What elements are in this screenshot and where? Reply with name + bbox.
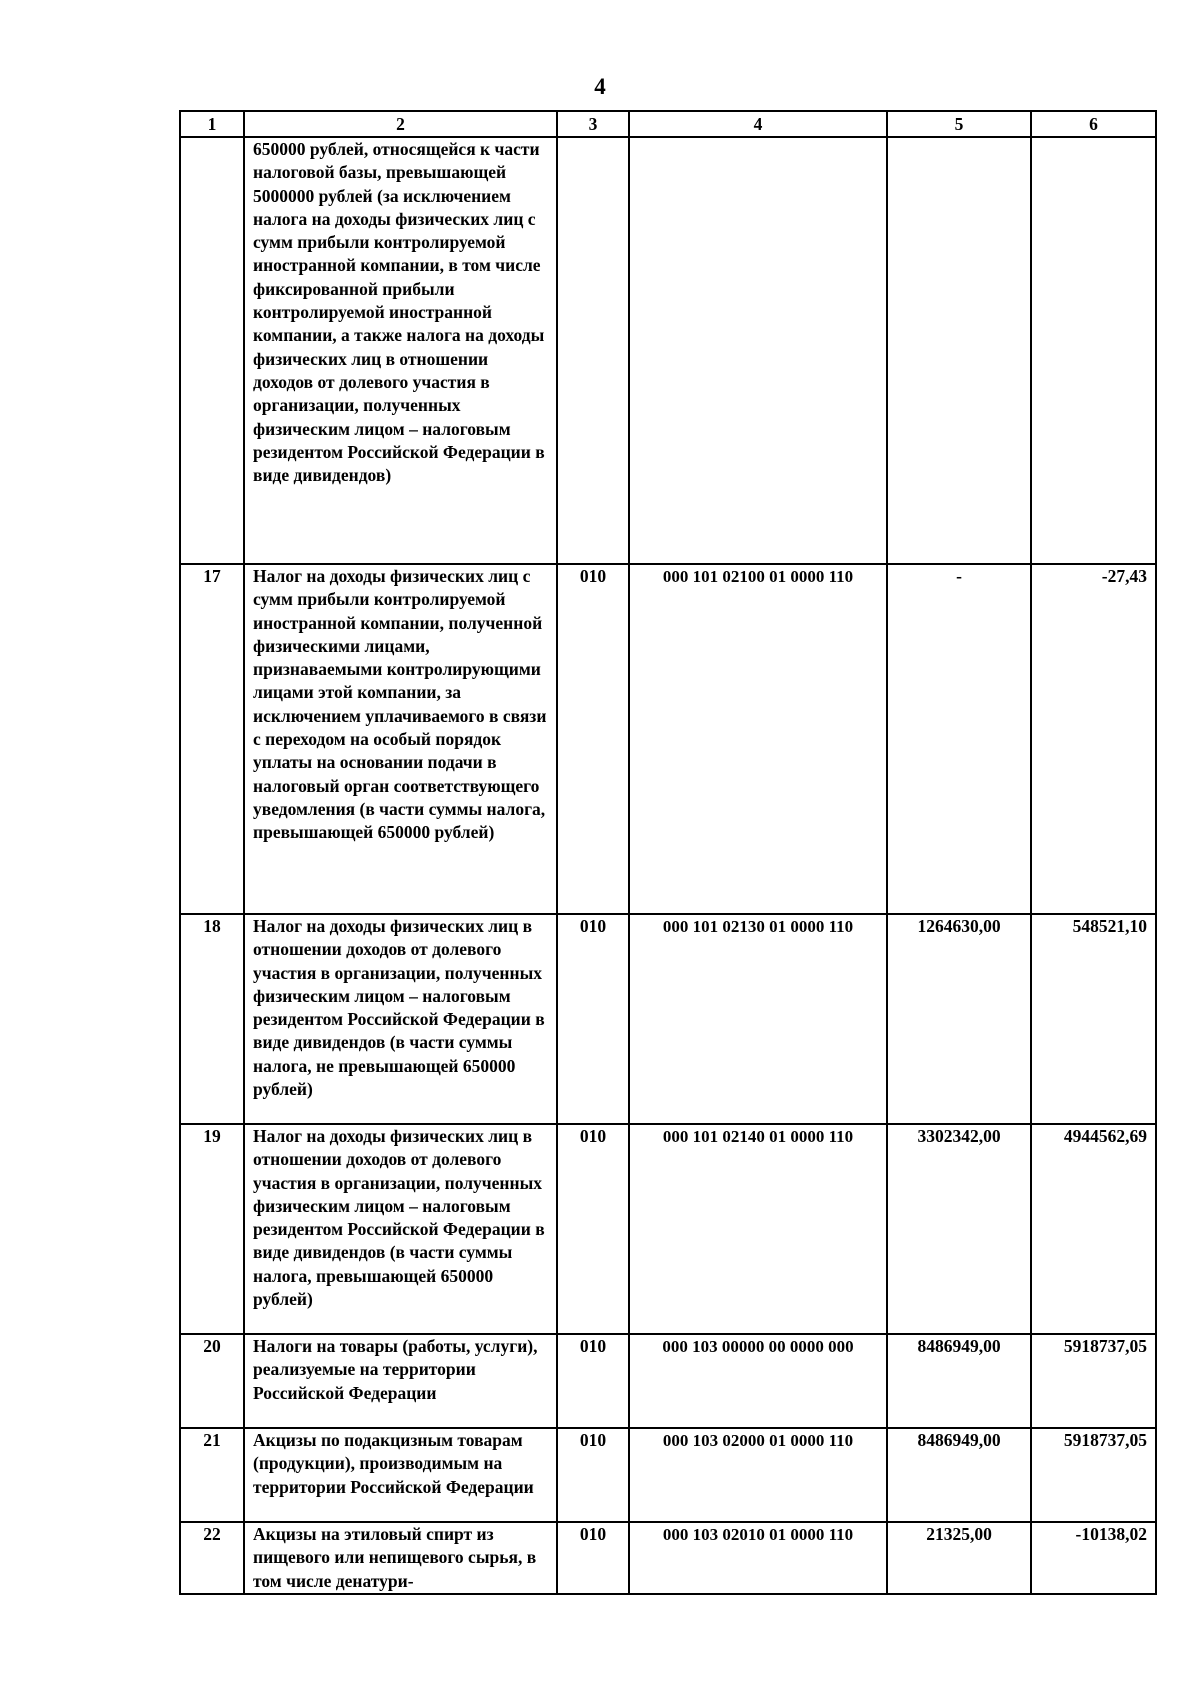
row-value-6: 5918737,05 [1031,1334,1156,1428]
table-row [180,564,1156,914]
row-value-5 [887,137,1031,564]
column-header-3: 3 [557,111,629,137]
row-kbk: 000 101 02140 01 0000 110 [629,1124,887,1334]
row-kbk: 000 101 02100 01 0000 110 [629,564,887,914]
row-code: 010 [557,1334,629,1428]
column-header-4: 4 [629,111,887,137]
row-code: 010 [557,914,629,1124]
row-name: Налог на доходы физических лиц в отношении доходов от долевого участия в организации, полученных физическим лицом – налоговым резидентом Российской Федерации в виде дивидендов (в части суммы налога, не превышающей 650000 рублей) [244,914,557,1124]
row-kbk [629,137,887,564]
row-value-6: -10138,02 [1031,1522,1156,1594]
table-row [180,1522,1156,1594]
column-header-6: 6 [1031,111,1156,137]
table-row [180,137,1156,564]
row-kbk: 000 101 02130 01 0000 110 [629,914,887,1124]
row-value-5: 21325,00 [887,1522,1031,1594]
row-number: 17 [180,564,244,914]
table-row [180,914,1156,1124]
column-header-1: 1 [180,111,244,137]
row-name: Налог на доходы физических лиц с сумм прибыли контролируемой иностранной компании, полученной физическими лицами, признаваемыми контролирующими лицами этой компании, за исключением уплачиваемого в связи с переходом на особый порядок уплаты на основании подачи в налоговый орган соответствующего уведомления (в части суммы налога, превышающей 650000 рублей) [244,564,557,914]
row-name: 650000 рублей, относящейся к части налоговой базы, превышающей 5000000 рублей (за исключением налога на доходы физических лиц с сумм прибыли контролируемой иностранной компании, в том числе фиксированной прибыли контролируемой иностранной компании, а также налога на доходы физических лиц в отношении доходов от долевого участия в организации, полученных физическим лицом – налоговым резидентом Российской Федерации в виде дивидендов) [244,137,557,564]
row-kbk: 000 103 00000 00 0000 000 [629,1334,887,1428]
row-number: 18 [180,914,244,1124]
row-name: Налоги на товары (работы, услуги), реализуемые на территории Российской Федерации [244,1334,557,1428]
row-code: 010 [557,1124,629,1334]
revenue-table [179,110,1157,1595]
row-name: Налог на доходы физических лиц в отношении доходов от долевого участия в организации, полученных физическим лицом – налоговым резидентом Российской Федерации в виде дивидендов (в части суммы налога, превышающей 650000 рублей) [244,1124,557,1334]
row-value-5: 1264630,00 [887,914,1031,1124]
row-value-5: - [887,564,1031,914]
row-value-6: 548521,10 [1031,914,1156,1124]
table-header-row [180,111,1156,137]
row-code: 010 [557,564,629,914]
row-name: Акцизы на этиловый спирт из пищевого или непищевого сырья, в том числе денатури- [244,1522,557,1594]
row-number: 20 [180,1334,244,1428]
column-header-2: 2 [244,111,557,137]
row-code [557,137,629,564]
row-number [180,137,244,564]
row-number: 19 [180,1124,244,1334]
row-code: 010 [557,1428,629,1522]
table-row [180,1124,1156,1334]
row-value-6: 4944562,69 [1031,1124,1156,1334]
page-number: 4 [594,74,606,99]
row-value-5: 8486949,00 [887,1428,1031,1522]
row-number: 22 [180,1522,244,1594]
row-number: 21 [180,1428,244,1522]
row-code: 010 [557,1522,629,1594]
table-row [180,1334,1156,1428]
table-row [180,1428,1156,1522]
row-kbk: 000 103 02000 01 0000 110 [629,1428,887,1522]
row-kbk: 000 103 02010 01 0000 110 [629,1522,887,1594]
row-value-5: 8486949,00 [887,1334,1031,1428]
row-name: Акцизы по подакцизным товарам (продукции), производимым на территории Российской Федерации [244,1428,557,1522]
column-header-5: 5 [887,111,1031,137]
row-value-5: 3302342,00 [887,1124,1031,1334]
row-value-6: -27,43 [1031,564,1156,914]
row-value-6: 5918737,05 [1031,1428,1156,1522]
row-value-6 [1031,137,1156,564]
